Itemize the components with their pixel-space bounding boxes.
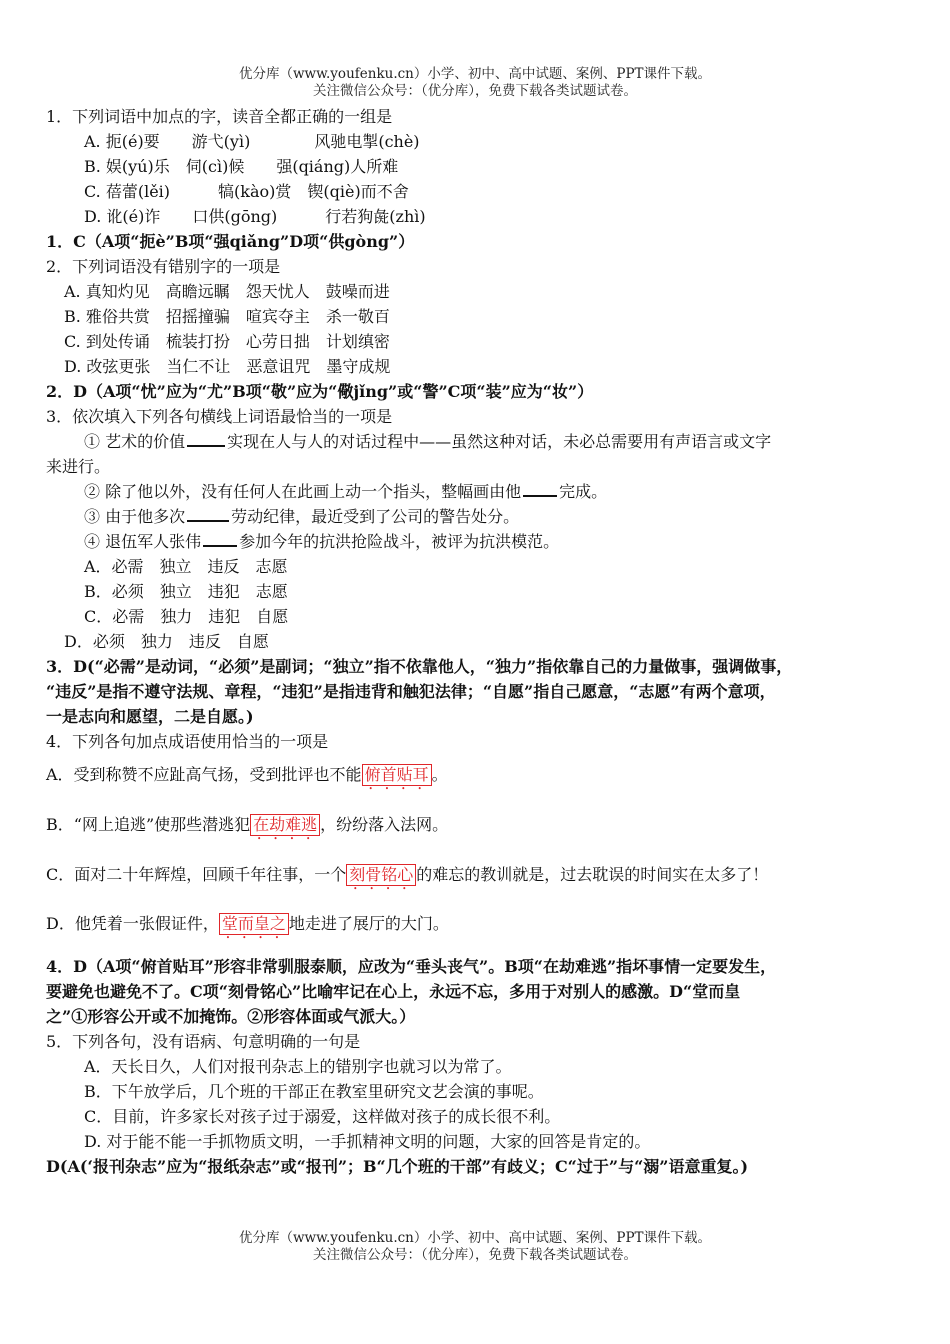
q4-answer-line-1: 4．D（A项“俯首贴耳”形容非常驯服泰顺，应改为“垂头丧气”。B项“在劫难逃”指坏事情一定要发生， [46,957,777,976]
q4-d-post: 地走进了展厅的大门。 [288,914,449,933]
q4-option-a [46,764,448,786]
q4-answer-line-2: 要避免也避免不了。C项“刻骨铭心”比喻牢记在心上，永远不忘，多用于对别人的感激。D“堂而皇 [46,982,741,1001]
q4-option-d [46,913,449,935]
q4-c-idiom: 刻骨铭心 • • • • [346,864,416,886]
page-header [0,66,950,100]
footer-line-1: 优分库（www.youfenku.cn）小学、初中、高中试题、案例、PPT课件下载。 [238,1230,712,1246]
page-footer [0,1230,950,1264]
footer-line-2: 关注微信公众号：（优分库），免费下载各类试题试卷。 [313,1247,637,1263]
header-line-1: 优分库（www.youfenku.cn）小学、初中、高中试题、案例、PPT课件下载。 [238,66,712,82]
q4-b-idiom: 在劫难逃 • • • • [250,814,320,836]
q4-d-idiom: 堂而皇之 • • • • [219,913,289,935]
q3-sentence-4 [84,531,559,553]
q3-s2-post: 完成。 [559,482,608,501]
q4-a-pre: A．受到称赞不应趾高气扬，受到批评也不能 [46,765,362,784]
q4-option-b [46,814,448,836]
q3-sentence-1-cont: 来进行。 [46,457,111,476]
q3-blank-2 [523,481,557,497]
q5-option-b: B．下午放学后，几个班的干部正在教室里研究文艺会演的事呢。 [84,1082,544,1101]
q3-sentence-1 [84,431,771,453]
q1-option-c: C. 蓓蕾(lěi) 犒(kào)赏 锲(qiè)而不舍 [84,182,409,201]
q3-s4-pre: ④ 退伍军人张伟 [84,532,202,551]
q3-s2-pre: ② 除了他以外，没有任何人在此画上动一个指头，整幅画由他 [84,482,522,501]
q4-stem: 4．下列各句加点成语使用恰当的一项是 [46,732,329,751]
q2-option-d: D. 改弦更张 当仁不让 恶意诅咒 墨守成规 [64,357,391,376]
q1-stem: 1．下列词语中加点的字，读音全都正确的一组是 [46,107,393,126]
q3-s1-post: 实现在人与人的对话过程中——虽然这种对话，未必总需要用有声语言或文字 [227,432,772,451]
q3-blank-4 [203,531,237,547]
q3-answer-line-1: 3．D(“必需”是动词，“必须”是副词；“独立”指不依靠他人，“独力”指依靠自己的力量做事，强调做事， [46,657,793,676]
q3-sentence-3 [84,506,519,528]
q2-stem: 2．下列词语没有错别字的一项是 [46,257,281,276]
q1-answer: 1．C（A项“扼è”B项“强qiǎng”D项“供gòng”） [46,232,415,251]
q3-blank-1 [187,431,225,447]
q3-option-a: A．必需 独立 违反 志愿 [84,557,288,576]
q3-s4-post: 参加今年的抗洪抢险战斗，被评为抗洪模范。 [239,532,560,551]
q3-answer-line-2: “违反”是指不遵守法规、章程，“违犯”是指违背和触犯法律；“自愿”指自己愿意，“志愿”有两个意项， [46,682,776,701]
q1-option-d: D. 讹(é)诈 口供(gōng) 行若狗彘(zhì) [84,207,426,226]
q3-sentence-2 [84,481,607,503]
q3-option-d: D．必须 独力 违反 自愿 [64,632,269,651]
q4-option-c [46,864,768,886]
q3-blank-3 [187,506,229,522]
q3-s1-pre: ① 艺术的价值 [84,432,186,451]
q2-option-c: C. 到处传诵 梳装打扮 心劳日拙 计划缜密 [64,332,390,351]
q2-answer: 2．D（A项“忧”应为“尤”B项“敬”应为“儆jǐng”或“警”C项“装”应为“妆”） [46,382,594,401]
q3-option-b: B．必须 独立 违犯 志愿 [84,582,288,601]
q1-option-b: B. 娱(yú)乐 伺(cì)候 强(qiáng)人所难 [84,157,399,176]
q4-c-pre: C．面对二十年辉煌，回顾千年往事，一个 [46,865,347,884]
q3-answer-line-3: 一是志向和愿望，二是自愿。) [46,707,254,726]
q3-s3-post: 劳动纪律，最近受到了公司的警告处分。 [231,507,520,526]
q5-option-c: C．目前，许多家长对孩子过于溺爱，这样做对孩子的成长很不利。 [84,1107,561,1126]
q4-d-pre: D．他凭着一张假证件， [46,914,219,933]
q5-stem: 5．下列各句，没有语病、句意明确的一句是 [46,1032,361,1051]
q4-c-post: 的难忘的教训就是，过去耽误的时间实在太多了！ [416,865,769,884]
q3-option-c: C．必需 独力 违犯 自愿 [84,607,289,626]
q3-stem: 3．依次填入下列各句横线上词语最恰当的一项是 [46,407,393,426]
q4-b-pre: B．“网上追逃”使那些潜逃犯 [46,815,251,834]
q5-answer: D(A(‘报刊杂志”应为“报纸杂志”或“报刊”；B“几个班的干部”有歧义；C“过于”与“溺”语意重复。) [46,1157,749,1176]
q5-option-d: D. 对于能不能一手抓物质文明，一手抓精神文明的问题，大家的回答是肯定的。 [84,1132,651,1151]
q4-b-post: ，纷纷落入法网。 [320,815,449,834]
q2-option-b: B. 雅俗共赏 招摇撞骗 喧宾夺主 杀一敬百 [64,307,390,326]
q2-option-a: A. 真知灼见 高瞻远瞩 怨天忧人 鼓噪而进 [64,282,390,301]
q5-option-a: A．天长日久，人们对报刊杂志上的错别字也就习以为常了。 [84,1057,512,1076]
q1-option-a: A. 扼(é)要 游弋(yì) 风驰电掣(chè) [84,132,420,151]
q4-answer-line-3: 之”①形容公开或不加掩饰。②形容体面或气派大。） [46,1007,416,1026]
header-line-2: 关注微信公众号：（优分库），免费下载各类试题试卷。 [313,83,637,99]
q4-a-post: 。 [431,765,448,784]
q4-a-idiom: 俯首贴耳 • • • • [362,764,432,786]
q3-s3-pre: ③ 由于他多次 [84,507,186,526]
